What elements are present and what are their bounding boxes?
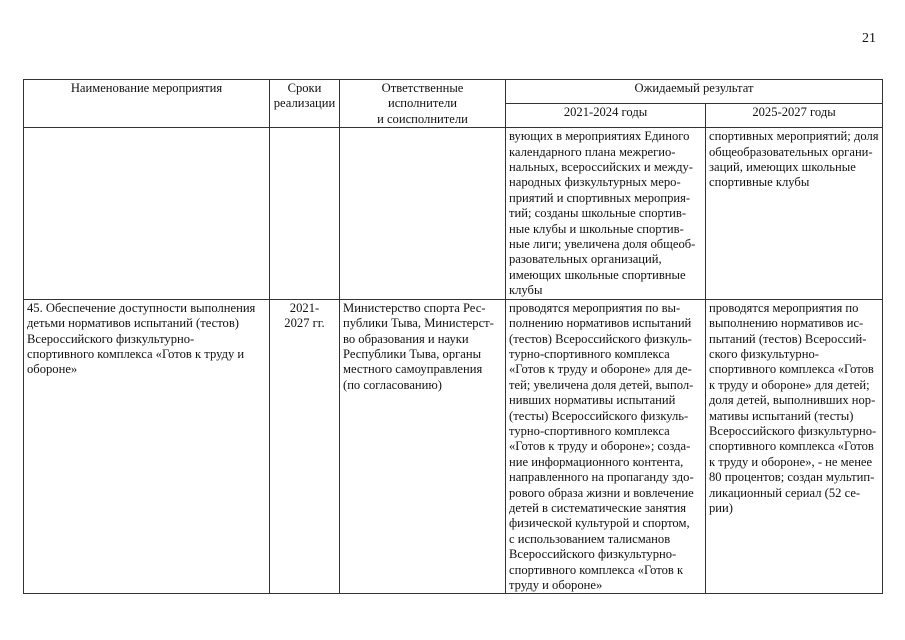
header-terms: Сроки реализации [270, 80, 340, 128]
header-responsible: Ответственные исполнители и соисполнители [340, 80, 506, 128]
cell-name: 45. Обеспечение доступности выполнения детьми нормативов испытаний (тестов) Всероссийского физкультурно- спортивного комплекса «Готов к труду и обороне» [24, 299, 270, 594]
header-period-2021-2024: 2021-2024 годы [506, 104, 706, 128]
header-period-2025-2027: 2025-2027 годы [706, 104, 883, 128]
table-header-row [24, 80, 883, 104]
cell-result-2021-2024: проводятся мероприятия по вы- полнению нормативов испытаний (тестов) Всероссийского физкуль- турно-спортивного комплекса «Готов к труду и обороне» для де- тей; увеличена доля детей, выпол- нивших нормативы испытаний (тесты) Всероссийского физкуль- турно-спортивного комплекса «Готов к труду и обороне»; созда- ние информационного контента, направленного на пропаганду здо- рового образа жизни и вовлечение детей в систематические занятия физической культурой и спортом, с использованием талисманов Всероссийского физкультурно- спортивного комплекса «Готов к труду и обороне» [506, 299, 706, 594]
cell-terms: 2021- 2027 гг. [270, 299, 340, 594]
cell-result-2021-2024: вующих в мероприятиях Единого календарного плана межрегио- нальных, всероссийских и между- народных физкультурных меро- приятий и спортивных мероприя- тий; созданы школьные спортив- ные клубы и школьные спортив- ные лиги; увеличена доля общеоб- разовательных организаций, имеющих школьные спортивные клубы [506, 128, 706, 299]
cell-result-2025-2027: проводятся мероприятия по выполнению нормативов ис- пытаний (тестов) Всероссий- ского физкультурно- спортивного комплекса «Готов к труду и обороне» для детей; доля детей, выполнивших нор- мативы испытаний (тесты) Всероссийского физкультурно- спортивного комплекса «Готов к труду и обороне», - не менее 80 процентов; создан мультип- ликационный сериал (52 се- рии) [706, 299, 883, 594]
header-expected-result: Ожидаемый результат [506, 80, 883, 104]
table-row [24, 299, 883, 594]
cell-name [24, 128, 270, 299]
cell-responsible: Министерство спорта Рес- публики Тыва, Министерст- во образования и науки Республики Тыва, органы местного самоуправления (по согласованию) [340, 299, 506, 594]
table-row [24, 128, 883, 299]
cell-result-2025-2027: спортивных мероприятий; доля общеобразовательных органи- заций, имеющих школьные спортивные клубы [706, 128, 883, 299]
page-number: 21 [862, 31, 876, 46]
header-name: Наименование мероприятия [24, 80, 270, 128]
cell-responsible [340, 128, 506, 299]
measures-table [23, 79, 883, 594]
cell-terms [270, 128, 340, 299]
